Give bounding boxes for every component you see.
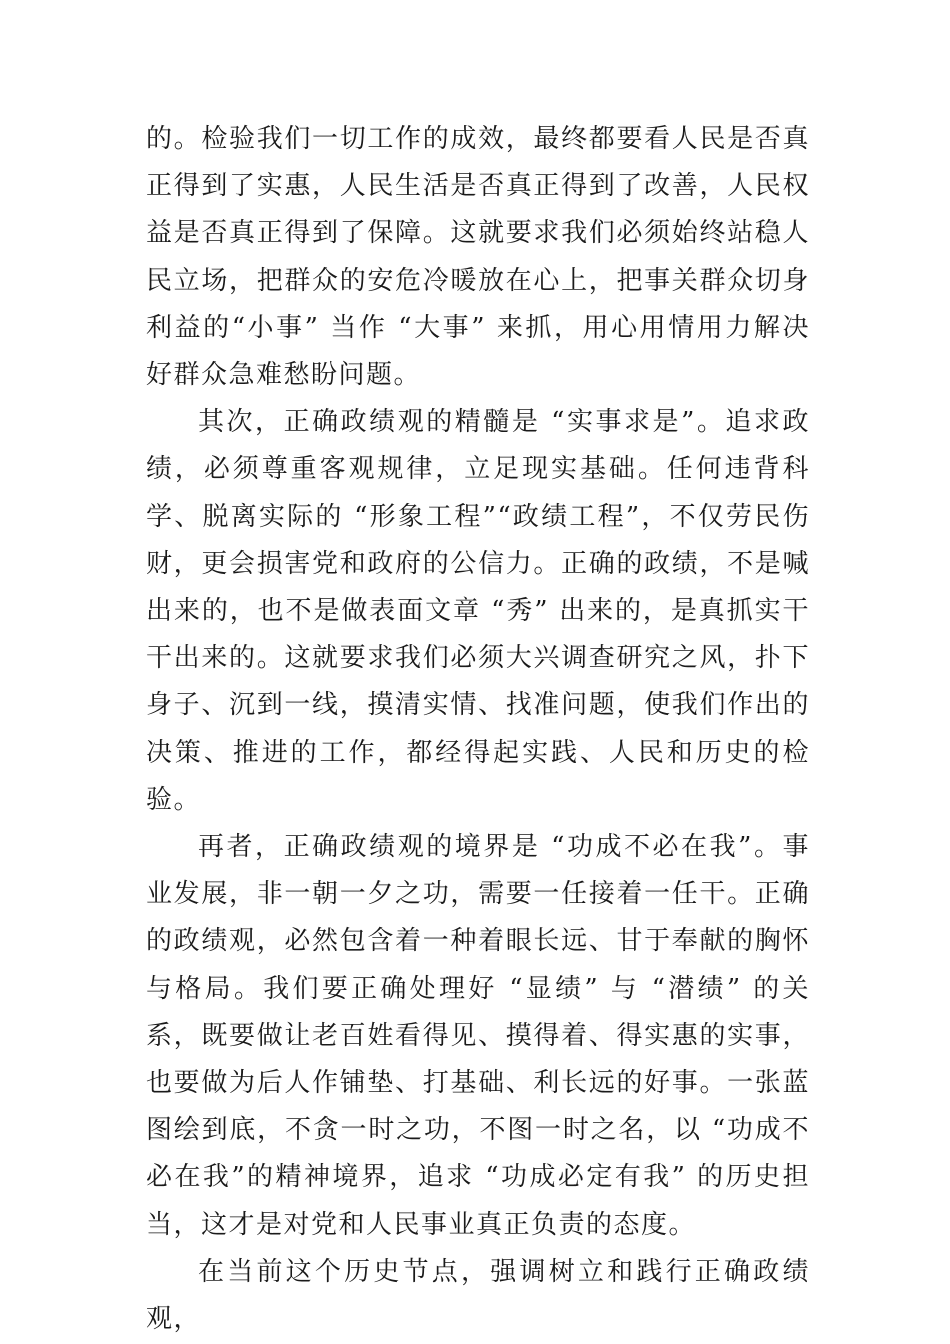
- paragraph-2: 其次，正确政绩观的精髓是 “实事求是”。追求政绩，必须尊重客观规律，立足现实基础。任何违背科学、脱离实际的 “形象工程”“政绩工程”，不仅劳民伤财，更会损害党和政府的公信力。正确的政绩，不是喊出来的，也不是做表面文章 “秀” 出来的，是真抓实干干出来的。这就要求我们必须大兴调查研究之风，扑下身子、沉到一线，摸清实情、找准问题，使我们作出的决策、推进的工作，都经得起实践、人民和历史的检验。: [146, 407, 810, 815]
- paragraph-3: 再者，正确政绩观的境界是 “功成不必在我”。事业发展，非一朝一夕之功，需要一任接着一任干。正确的政绩观，必然包含着一种着眼长远、甘于奉献的胸怀与格局。我们要正确处理好 “显绩” 与 “潜绩” 的关系，既要做让老百姓看得见、摸得着、得实惠的实事，也要做为后人作铺垫、打基础、利长远的好事。一张蓝图绘到底，不贪一时之功，不图一时之名，以 “功成不必在我”的精神境界，追求 “功成必定有我” 的历史担当，这才是对党和人民事业真正负责的态度。: [146, 832, 810, 1240]
- paragraph-1: 的。检验我们一切工作的成效，最终都要看人民是否真正得到了实惠，人民生活是否真正得到了改善，人民权益是否真正得到了保障。这就要求我们必须始终站稳人民立场，把群众的安危冷暖放在心上，把事关群众切身利益的“小事” 当作 “大事” 来抓，用心用情用力解决好群众急难愁盼问题。: [146, 124, 810, 391]
- document-body: [146, 116, 810, 1343]
- paragraph-4: 在当前这个历史节点，强调树立和践行正确政绩观，: [146, 1256, 810, 1335]
